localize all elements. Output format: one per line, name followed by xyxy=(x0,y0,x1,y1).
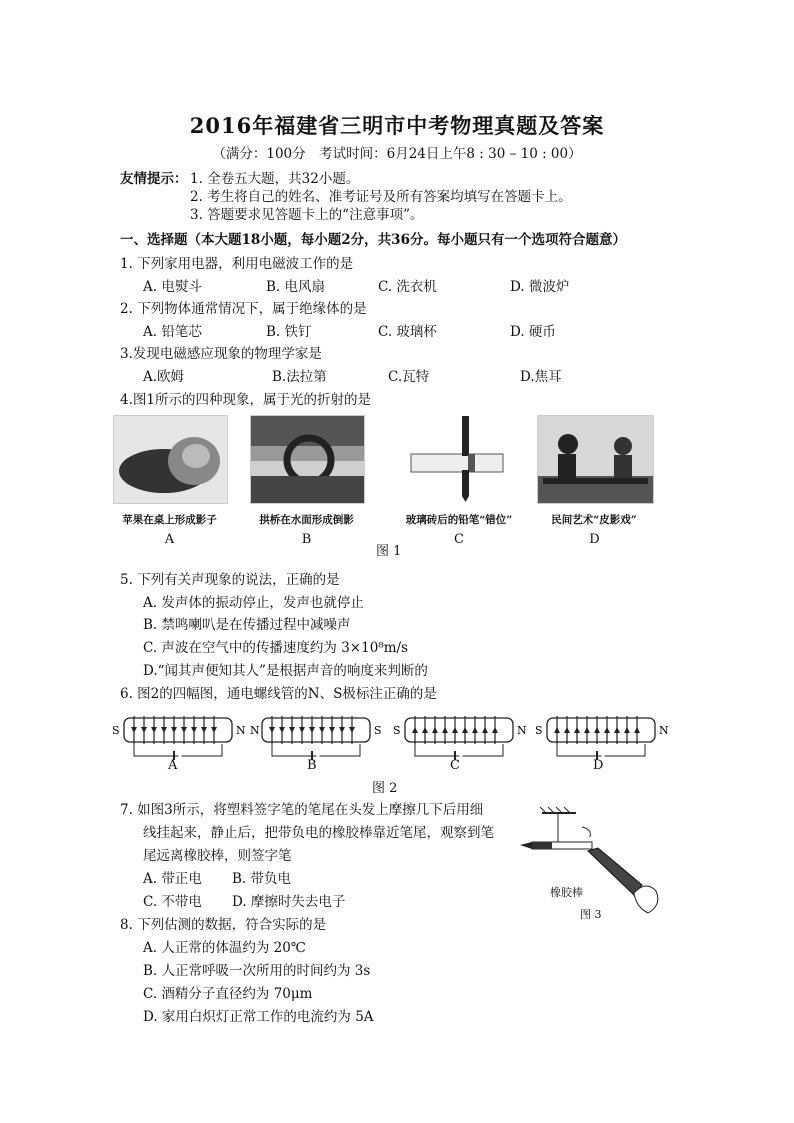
q2-option-a: A. 铅笔芯 xyxy=(143,324,202,340)
pole-label-left: N xyxy=(250,724,260,737)
q6-stem: 6. 图2的四幅图，通电螺线管的N、S极标注正确的是 xyxy=(120,686,437,702)
q2-stem: 2. 下列物体通常情况下，属于绝缘体的是 xyxy=(120,301,367,317)
q1-option-b: B. 电风扇 xyxy=(266,279,326,295)
q7-option-b: B. 带负电 xyxy=(232,871,292,887)
shadow-play-icon xyxy=(538,416,653,503)
q4-stem: 4.图1所示的四种现象，属于光的折射的是 xyxy=(120,392,371,408)
fig1-letter-d: D xyxy=(589,532,600,547)
pole-label-left: S xyxy=(535,724,543,737)
q3-option-c: C.瓦特 xyxy=(388,369,430,385)
apple-shadow-image xyxy=(113,415,228,504)
arch-bridge-image xyxy=(250,415,365,504)
q5-option-a: A. 发声体的振动停止，发声也就停止 xyxy=(143,595,364,611)
pole-label-right: N xyxy=(236,724,246,737)
q7-option-c: C. 不带电 xyxy=(143,894,202,910)
q2-option-b: B. 铁钉 xyxy=(266,324,312,340)
solenoid-d xyxy=(535,712,667,760)
pole-label-right: N xyxy=(659,724,669,737)
section-heading: 一、选择题（本大题18小题，每小题2分，共36分。每小题只有一个选项符合题意） xyxy=(120,232,626,248)
tip-3: 3. 答题要求见答题卡上的“注意事项”。 xyxy=(190,207,424,223)
pole-label-left: S xyxy=(393,724,401,737)
pencil-glass-image xyxy=(405,415,515,504)
q3-option-b: B.法拉第 xyxy=(272,369,327,385)
fig2-letter-a: A xyxy=(168,758,178,773)
apple-shadow-icon xyxy=(114,416,227,503)
q5-option-b: B. 禁鸣喇叭是在传播过程中减噪声 xyxy=(143,617,351,633)
fig1-caption-b: 拱桥在水面形成倒影 xyxy=(259,514,354,526)
tip-2: 2. 考生将自己的姓名、准考证号及所有答案均填写在答题卡上。 xyxy=(190,189,572,205)
fig1-caption-c: 玻璃砖后的铅笔“错位” xyxy=(405,514,513,526)
q7-line-2: 线挂起来，静止后，把带负电的橡胶棒靠近笔尾，观察到笔 xyxy=(143,825,494,841)
q5-option-d: D.“闻其声便知其人”是根据声音的响度来判断的 xyxy=(143,663,428,679)
q1-option-c: C. 洗衣机 xyxy=(378,279,437,295)
q3-option-a: A.欧姆 xyxy=(143,369,185,385)
bridge-reflection-icon xyxy=(251,416,364,503)
solenoid-a xyxy=(112,712,244,760)
fig3-diagram xyxy=(518,805,663,920)
q3-option-d: D.焦耳 xyxy=(520,369,562,385)
fig2-label: 图 2 xyxy=(372,781,398,796)
solenoid-c xyxy=(393,712,525,760)
q1-option-a: A. 电熨斗 xyxy=(143,279,202,295)
q8-option-d: D. 家用白炽灯正常工作的电流约为 5A xyxy=(143,1009,374,1025)
pole-label-right: N xyxy=(517,724,527,737)
q2-option-d: D. 硬币 xyxy=(510,324,556,340)
tip-1: 1. 全卷五大题，共32小题。 xyxy=(190,171,360,187)
pencil-glass-icon xyxy=(406,416,514,503)
shadow-play-image xyxy=(537,415,654,504)
q8-option-c: C. 酒精分子直径约为 70μm xyxy=(143,986,313,1002)
q5-option-c: C. 声波在空气中的传播速度约为 3×10⁸m/s xyxy=(143,640,408,656)
q5-stem: 5. 下列有关声现象的说法，正确的是 xyxy=(120,572,340,588)
q1-option-d: D. 微波炉 xyxy=(510,279,570,295)
tips-label: 友情提示： xyxy=(120,171,188,187)
q8-option-a: A. 人正常的体温约为 20℃ xyxy=(143,940,306,956)
pole-label-left: S xyxy=(112,724,120,737)
pole-label-right: S xyxy=(374,724,382,737)
q8-stem: 8. 下列估测的数据，符合实际的是 xyxy=(120,917,327,933)
fig1-label: 图 1 xyxy=(376,544,402,559)
q7-line-3: 尾远离橡胶棒，则签字笔 xyxy=(143,848,292,864)
fig1-caption-a: 苹果在桌上形成影子 xyxy=(122,514,217,526)
fig1-letter-c: C xyxy=(454,532,464,547)
fig2-letter-c: C xyxy=(450,758,460,773)
exam-info: （满分：100分 考试时间：6月24日上午8 : 30 – 10 : 00） xyxy=(212,146,582,162)
fig3-label: 图 3 xyxy=(580,908,602,921)
fig1-caption-d: 民间艺术“皮影戏” xyxy=(551,514,637,526)
fig2-letter-d: D xyxy=(593,758,604,773)
fig3-rod-label: 橡胶棒 xyxy=(550,886,583,899)
q7-line-1: 7. 如图3所示，将塑料签字笔的笔尾在头发上摩擦几下后用细 xyxy=(120,802,484,818)
q8-option-b: B. 人正常呼吸一次所用的时间约为 3s xyxy=(143,963,371,979)
q7-option-a: A. 带正电 xyxy=(143,871,202,887)
q3-stem: 3.发现电磁感应现象的物理学家是 xyxy=(120,346,322,362)
fig1-letter-a: A xyxy=(164,532,175,547)
solenoid-b xyxy=(250,712,382,760)
fig2-letter-b: B xyxy=(307,758,317,773)
page-title: 2016年福建省三明市中考物理真题及答案 xyxy=(189,113,605,138)
fig1-letter-b: B xyxy=(301,532,312,547)
q1-stem: 1. 下列家用电器，利用电磁波工作的是 xyxy=(120,256,354,272)
q2-option-c: C. 玻璃杯 xyxy=(378,324,437,340)
q7-option-d: D. 摩擦时失去电子 xyxy=(232,894,346,910)
